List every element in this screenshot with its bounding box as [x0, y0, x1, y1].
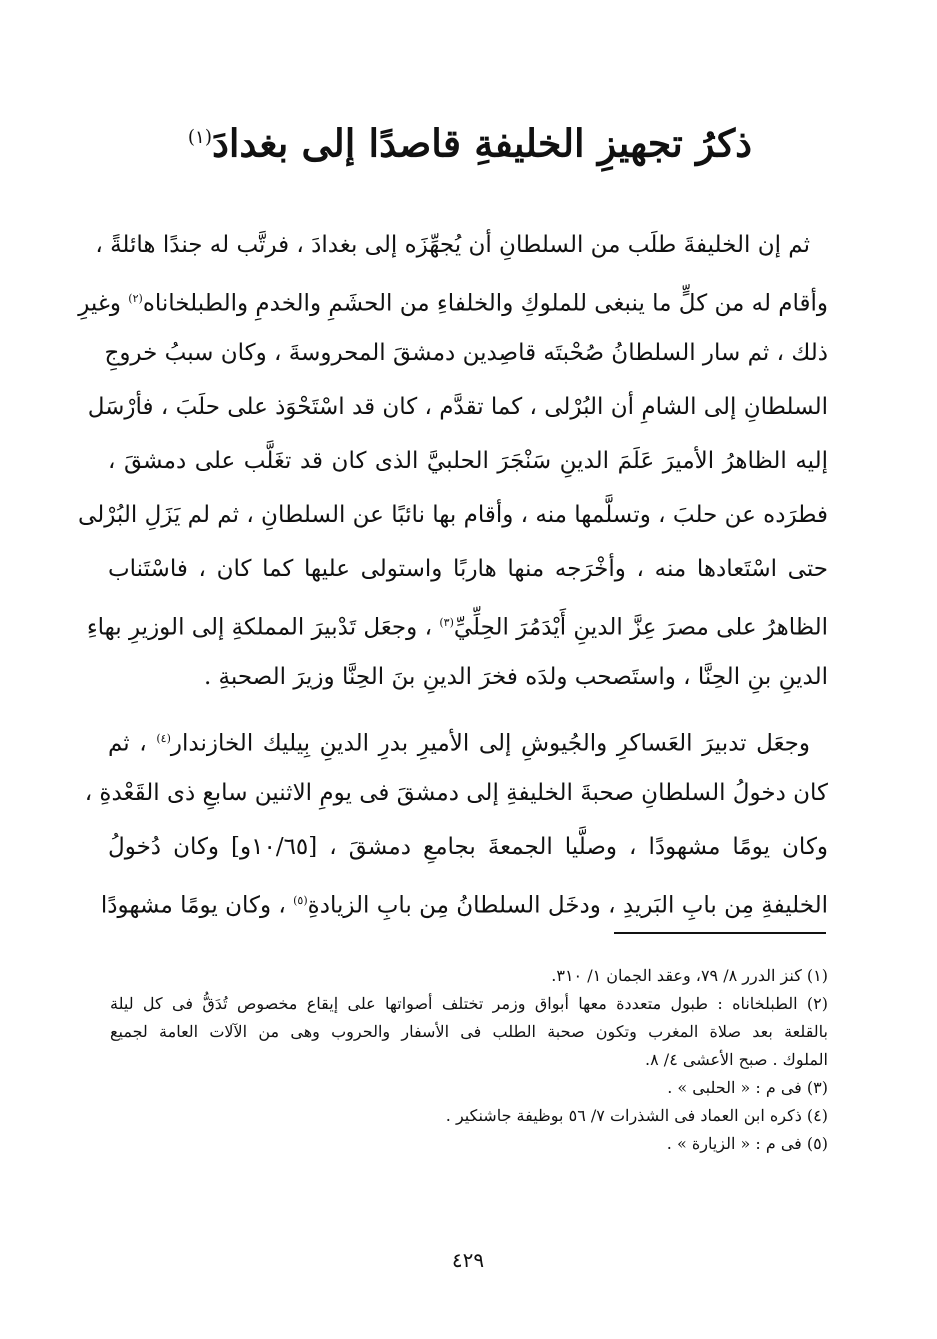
- note-ref: (٤): [156, 732, 171, 745]
- text-line: وأقام له من كلٍّ ما ينبغى للملوكِ والخلفاءِ من الحشَمِ والخدمِ والطبلخاناه$^{(٢)}$ وغيرِ: [78, 290, 828, 317]
- footnote: (١) كنز الدرر ٨/ ٧٩، وعقد الجمان ١/ ٣١٠.: [551, 966, 828, 985]
- chapter-heading: [110, 110, 830, 172]
- heading-title: ذكرُ تجهيزِ الخليفةِ قاصدًا إلى بغدادَ: [211, 120, 753, 166]
- text-line: الدينِ بنِ الحِنَّا ، واستَصحب ولدَه فخرَ الدينِ بنَ الحِنَّا وزيرَ الصحبةِ .: [203, 664, 828, 690]
- text-line: حتى اسْتَعادها منه ، وأخْرَجه منها هاربًا واستولى عليها كما كان ، فاسْتَناب: [108, 556, 828, 582]
- text-line: كان دخولُ السلطانِ صحبةَ الخليفةِ إلى دمشقَ فى يومِ الاثنين سابعِ ذى القَعْدةِ ،: [84, 780, 828, 806]
- heading-note-ref: (١): [187, 127, 212, 148]
- footnote: (٣) فى م : « الحلبى » .: [667, 1078, 828, 1097]
- footnotes: [110, 962, 828, 1158]
- footnote-separator: [614, 932, 826, 934]
- text-line: الظاهرُ على مصرَ عِزَّ الدينِ أَيْدَمُرَ الحِلِّيِّ$^{(٣)}$ ، وجعَل تَدْبيرَ المملكةِ إلى الوزيرِ بهاءِ: [86, 614, 828, 641]
- text-line: ثم إن الخليفةَ طلَب من السلطانِ أن يُجهِّزَه إلى بغدادَ ، فرتَّب له جندًا هائلةً ،: [95, 232, 810, 258]
- text-line: ذلك ، ثم سار السلطانُ صُحْبتَه قاصِدين دمشقَ المحروسةَ ، وكان سببُ خروجِ: [104, 340, 828, 366]
- text-line: وكان يومًا مشهودًا ، وصلَّيا الجمعةَ بجامعِ دمشقَ ، [١٠/٦٥و] وكان دُخولُ: [108, 834, 828, 860]
- main-text: [78, 218, 828, 928]
- note-ref: (٥): [293, 894, 308, 907]
- footnote: (٤) ذكره ابن العماد فى الشذرات ٧/ ٥٦ بوظيفة جاشنكير .: [445, 1106, 828, 1125]
- note-ref: (٣): [439, 616, 454, 629]
- text-line: الخليفةِ مِن بابِ البَريدِ ، ودخَل السلطانُ مِن بابِ الزيادةِ$^{(٥)}$ ، وكان يومًا مشهودًا: [100, 892, 828, 919]
- text-line: السلطانِ إلى الشامِ أن البُرْلى ، كما تقدَّم ، كان قد اسْتَحْوَذ على حلَبَ ، فأرْسَل: [87, 394, 828, 420]
- footnote-continuation: بالقلعة بعد صلاة المغرب وتكون صحبة الطلب فى الأسفار والحروب وهى من الآلات العامة لجميع: [110, 1022, 828, 1041]
- page-number: ٤٢٩: [451, 1248, 485, 1272]
- footnote: (٢) الطبلخاناه : طبول متعددة معها أبواق وزمر تختلف أصواتها على إيقاع مخصوص تُدَقُّ فى كل ليلة: [110, 994, 828, 1013]
- text-line: فطرَده عن حلبَ ، وتسلَّمها منه ، وأقام بها نائبًا عن السلطانِ ، ثم لم يَزَلِ البُرْلى: [78, 502, 828, 528]
- footnote-continuation: الملوك . صبح الأعشى ٤/ ٨.: [645, 1050, 828, 1069]
- text-line: إليه الظاهرُ الأميرَ عَلَمَ الدينِ سَنْجَرَ الحلبيَّ الذى كان قد تغَلَّب على دمشقَ ،: [108, 448, 828, 474]
- footnote: (٥) فى م : « الزيارة » .: [666, 1134, 828, 1153]
- note-ref: (٢): [128, 292, 143, 305]
- text-line: وجعَل تدبيرَ العَساكرِ والجُيوشِ إلى الأميرِ بدرِ الدينِ بِيليك الخازندار$^{(٤)}$ ، ثم: [108, 730, 810, 757]
